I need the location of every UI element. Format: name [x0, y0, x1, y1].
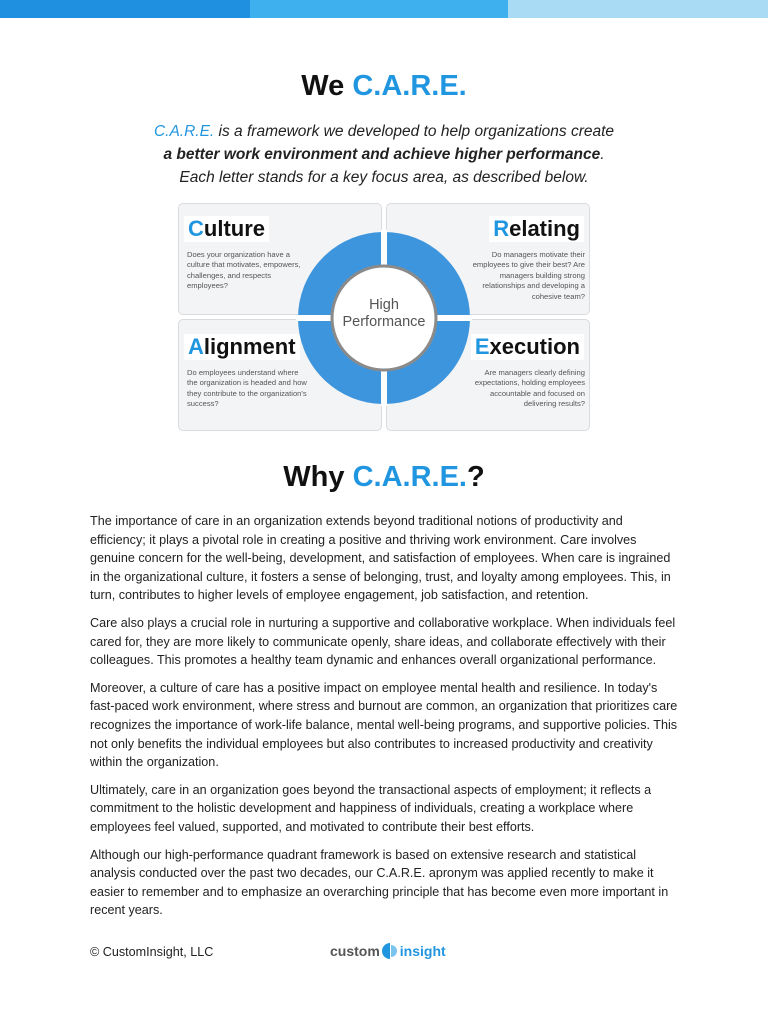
quadrant-relating-description: Do managers motivate their employees to give their best? Are managers building strong relationships and developing a cohesive team?: [472, 250, 585, 301]
intro-accent: C.A.R.E.: [153, 123, 215, 140]
intro-line-2-end: .: [600, 146, 605, 163]
paragraph: Although our high-performance quadrant framework is based on extensive research and statistical analysis conducted over the past two decades, our C.A.R.E. apronym was applied recently to make it easier to remember and to emphasize an overarching principle that has become even more important in recent years.: [90, 847, 669, 918]
top-bar-segment-dark: [0, 0, 250, 18]
top-color-bar: [0, 0, 768, 18]
custominsight-logo: [330, 942, 446, 960]
paragraph: The importance of care in an organization extends beyond traditional notions of productivity and efficiency; it plays a pivotal role in creating a positive and thriving work environment. Care involves genuine concern for the well-being, development, and satisfaction of employees. When care is ingrained in the organizational culture, it fosters a sense of belonging, trust, and loyalty among employees. This, in turn, contributes to higher levels of employee engagement, job satisfaction, and retention.: [90, 514, 671, 603]
paragraph: Care also plays a crucial role in nurturing a supportive and collaborative workplace. When individuals feel cared for, they are more likely to communicate openly, share ideas, and collaborate effectively with their colleagues. This promotes a healthy team dynamic and enhances overall organizational performance.: [90, 615, 676, 668]
footer-copyright: © CustomInsight, LLC: [90, 945, 214, 959]
logo-mark-icon: [382, 942, 398, 960]
why-title-prefix: Why: [283, 461, 353, 493]
quadrant-culture-title: [184, 216, 269, 242]
intro-text: [60, 120, 708, 189]
center-label-line-1: High: [369, 297, 399, 313]
page-title-accent: C.A.R.E.: [352, 70, 467, 102]
center-label: [332, 297, 436, 331]
intro-line-3: Each letter stands for a key focus area, as described below.: [179, 169, 589, 186]
care-quadrant-diagram: [178, 203, 590, 431]
paragraph: Moreover, a culture of care has a positive impact on employee mental health and resilience. In today's fast-paced work environment, where stress and burnout are common, an organization that prioritizes care recognizes the importance of work-life balance, mental well-being programs, and supportive policies. This not only benefits the individual employees but also contributes to increased productivity and creativity within the organization.: [90, 680, 678, 770]
section-title-why: [0, 461, 768, 494]
quadrant-execution-title: [471, 334, 584, 360]
quadrant-culture-initial: C: [188, 216, 204, 241]
quadrant-relating-title: [489, 216, 584, 242]
quadrant-execution-description: Are managers clearly defining expectations, holding employees accountable and focused on delivering results?: [474, 368, 585, 409]
quadrant-execution-rest: xecution: [489, 334, 580, 359]
top-bar-segment-light: [508, 0, 768, 18]
intro-line-2: [60, 143, 708, 166]
quadrant-alignment-rest: lignment: [203, 334, 296, 359]
quadrant-relating-rest: elating: [509, 216, 580, 241]
why-title-suffix: ?: [466, 461, 485, 493]
logo-text-insight: insight: [399, 943, 446, 959]
intro-line-1: [60, 120, 708, 143]
page-title-prefix: We: [301, 70, 353, 102]
top-bar-segment-mid: [250, 0, 508, 18]
quadrant-culture-description: Does your organization have a culture that motivates, empowers, challenges, and respects employees?: [187, 250, 301, 291]
why-title-accent: C.A.R.E.: [352, 461, 467, 493]
logo-text-custom: custom: [330, 943, 380, 959]
quadrant-execution-initial: E: [474, 334, 490, 359]
center-label-line-2: Performance: [342, 314, 426, 330]
quadrant-relating-initial: R: [493, 216, 510, 241]
quadrant-alignment-title: [184, 334, 300, 360]
quadrant-alignment-description: Do employees understand where the organization is headed and how they contribute to the organization's success?: [187, 368, 307, 409]
intro-line-1-rest: is a framework we developed to help organizations create: [214, 123, 615, 140]
body-text: [90, 512, 682, 929]
quadrant-alignment-initial: A: [188, 334, 204, 359]
page-title: [0, 70, 768, 103]
paragraph: Ultimately, care in an organization goes beyond the transactional aspects of employment; it reflects a commitment to the holistic development and happiness of individuals, creating a workplace where employees feel valued, supported, and motivated to contribute their best efforts.: [90, 782, 652, 834]
intro-line-2-bold: a better work environment and achieve higher performance: [163, 146, 601, 163]
quadrant-culture-rest: ulture: [203, 216, 266, 241]
